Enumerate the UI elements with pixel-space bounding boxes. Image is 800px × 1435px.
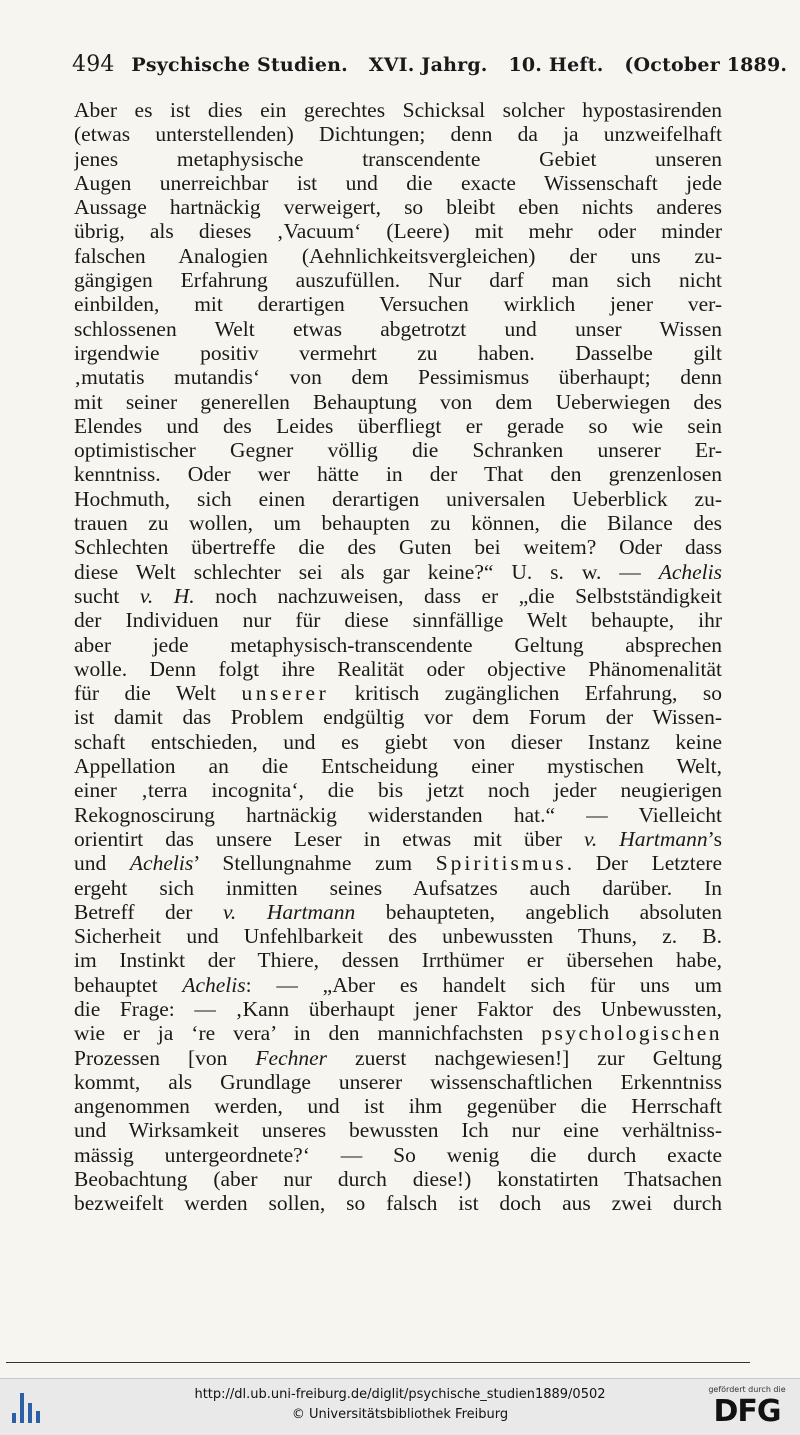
text-line	[74, 973, 722, 997]
text-line: einbilden, mit derartigen Versuchen wirklich jener ver-	[74, 292, 722, 317]
text-line	[74, 1046, 722, 1070]
text-segment: behauptet	[74, 972, 183, 997]
text-line: Aber es ist dies ein gerechtes Schicksal solcher hypostasirenden	[74, 98, 722, 122]
text-segment: Betreff der	[74, 899, 223, 924]
author-name: Fechner	[255, 1045, 328, 1070]
text-line: Hochmuth, sich einen derartigen universalen Ueberblick zu-	[74, 486, 722, 511]
text-segment: für die Welt	[74, 681, 242, 706]
text-segment: ’s	[707, 826, 722, 851]
text-segment: : — „Aber es handelt sich für uns um	[245, 972, 722, 997]
text-segment: sucht	[74, 583, 140, 608]
text-line: Aussage hartnäckig verweigert, so bleibt eben nichts anderes	[74, 195, 722, 220]
text-line: schlossenen Welt etwas abgetrotzt und unser Wissen	[74, 316, 722, 341]
issue-date: (October 1889.	[624, 54, 788, 76]
text-segment: ’ Stellungnahme zum	[193, 851, 436, 876]
text-line: Elendes und des Leides überfliegt er gerade so wie sein	[74, 413, 722, 438]
text-line: kenntniss. Oder wer hätte in der That den grenzenlosen	[74, 462, 722, 487]
copyright-notice: © Universitätsbibliothek Freiburg	[291, 1407, 509, 1422]
spaced-emphasis: Spiritismus	[435, 851, 567, 876]
text-line: ergeht sich inmitten seines Aufsatzes auch darüber. In	[74, 875, 722, 900]
text-line: aber jede metaphysisch-transcendente Geltung absprechen	[74, 632, 722, 657]
text-line: optimistischer Gegner völlig die Schranken unserer Er-	[74, 438, 722, 463]
text-line: angenommen werden, und ist ihm gegenüber die Herrschaft	[74, 1094, 722, 1119]
text-line	[74, 1021, 722, 1045]
text-line	[74, 560, 722, 584]
text-line: jenes metaphysische transcendente Gebiet unseren	[74, 146, 722, 171]
text-line: mässig untergeordnete?‘ — So wenig die durch exacte	[74, 1142, 722, 1167]
issue: 10. Heft.	[508, 54, 604, 76]
text-line: Schlechten übertreffe die des Guten bei weitem? Oder dass	[74, 535, 722, 560]
author-name: Achelis	[129, 851, 194, 876]
text-line: Rekognoscirung hartnäckig widerstanden hat.“ — Vielleicht	[74, 802, 722, 827]
author-name: v. Hartmann	[222, 899, 356, 924]
text-line: einer ‚terra incognita‘, die bis jetzt noch jeder neugierigen	[74, 778, 722, 803]
text-line: im Instinkt der Thiere, dessen Irrthümer er übersehen habe,	[74, 948, 722, 973]
text-segment: Prozessen [von	[74, 1045, 256, 1070]
text-line: trauen zu wollen, um behaupten zu können, die Bilance des	[74, 511, 722, 536]
text-segment: zuerst nachgewiesen!] zur Geltung	[327, 1045, 722, 1070]
text-line: übrig, als dieses ‚Vacuum‘ (Leere) mit mehr oder minder	[74, 219, 722, 244]
sponsor-note: gefördert durch die	[708, 1385, 786, 1394]
journal-title: Psychische Studien.	[131, 54, 348, 76]
text-line	[74, 827, 722, 851]
text-segment: noch nachzuweisen, dass er „die Selbstständigkeit	[194, 583, 722, 608]
author-name: v. H.	[139, 583, 195, 608]
text-segment: . Der Letztere	[566, 851, 722, 876]
text-line: ‚mutatis mutandis‘ von dem Pessimismus überhaupt; denn	[74, 365, 722, 390]
text-line: und Wirksamkeit unseres bewussten Ich nur eine verhältniss-	[74, 1118, 722, 1143]
text-line: kommt, als Grundlage unserer wissenschaftlichen Erkenntniss	[74, 1069, 722, 1094]
text-segment: und	[74, 851, 130, 876]
text-line: irgendwie positiv vermehrt zu haben. Dasselbe gilt	[74, 340, 722, 365]
text-line: falschen Analogien (Aehnlichkeitsvergleichen) der uns zu-	[74, 243, 722, 268]
author-name: Achelis	[182, 972, 246, 997]
page-bottom-rule	[6, 1362, 750, 1363]
text-line: mit seiner generellen Behauptung von dem Ueberwiegen des	[74, 389, 722, 414]
text-line: schaft entschieden, und es giebt von dieser Instanz keine	[74, 729, 722, 754]
page-number: 494	[72, 52, 115, 77]
text-line: Beobachtung (aber nur durch diese!) konstatirten Thatsachen	[74, 1167, 722, 1192]
text-line: die Frage: — ‚Kann überhaupt jener Faktor des Unbewussten,	[74, 996, 722, 1021]
text-line	[74, 900, 722, 924]
author-name: v. Hartmann	[583, 826, 708, 851]
text-line: bezweifelt werden sollen, so falsch ist doch aus zwei durch	[74, 1191, 722, 1216]
dfg-logo: DFG	[713, 1394, 781, 1429]
text-line	[74, 851, 722, 875]
text-line: wolle. Denn folgt ihre Realität oder objective Phänomenalität	[74, 656, 722, 681]
permalink-url[interactable]: http://dl.ub.uni-freiburg.de/diglit/psychische_studien1889/0502	[194, 1387, 606, 1402]
running-header	[72, 52, 788, 77]
text-line: gängigen Erfahrung auszufüllen. Nur darf man sich nicht	[74, 268, 722, 293]
viewer-footer	[0, 1378, 800, 1435]
text-segment: kritisch zugänglichen Erfahrung, so	[329, 681, 722, 706]
spaced-emphasis: psychologischen	[541, 1021, 722, 1046]
text-line	[74, 584, 722, 608]
text-line: Augen unerreichbar ist und die exacte Wissenschaft jede	[74, 170, 722, 195]
body-text	[74, 98, 722, 1216]
text-segment: behaupteten, angeblich absoluten	[355, 899, 722, 924]
volume: XVI. Jahrg.	[368, 54, 488, 76]
text-line	[74, 681, 722, 705]
text-segment: diese Welt schlechter sei als gar keine?“ U. s. w. —	[74, 559, 659, 584]
text-line: (etwas unterstellenden) Dichtungen; denn da ja unzweifelhaft	[74, 122, 722, 147]
text-segment: wie er ja ‘re vera’ in den mannichfachsten	[74, 1021, 542, 1046]
text-line: Sicherheit und Unfehlbarkeit des unbewussten Thuns, z. B.	[74, 924, 722, 949]
author-name: Achelis	[658, 559, 722, 584]
library-logo-icon	[10, 1389, 42, 1423]
spaced-emphasis: unserer	[241, 681, 330, 706]
text-line: Appellation an die Entscheidung einer mystischen Welt,	[74, 754, 722, 779]
text-segment: orientirt das unsere Leser in etwas mit über	[74, 826, 584, 851]
text-line: ist damit das Problem endgültig vor dem Forum der Wissen-	[74, 705, 722, 730]
text-line: der Individuen nur für diese sinnfällige Welt behaupte, ihr	[74, 608, 722, 633]
